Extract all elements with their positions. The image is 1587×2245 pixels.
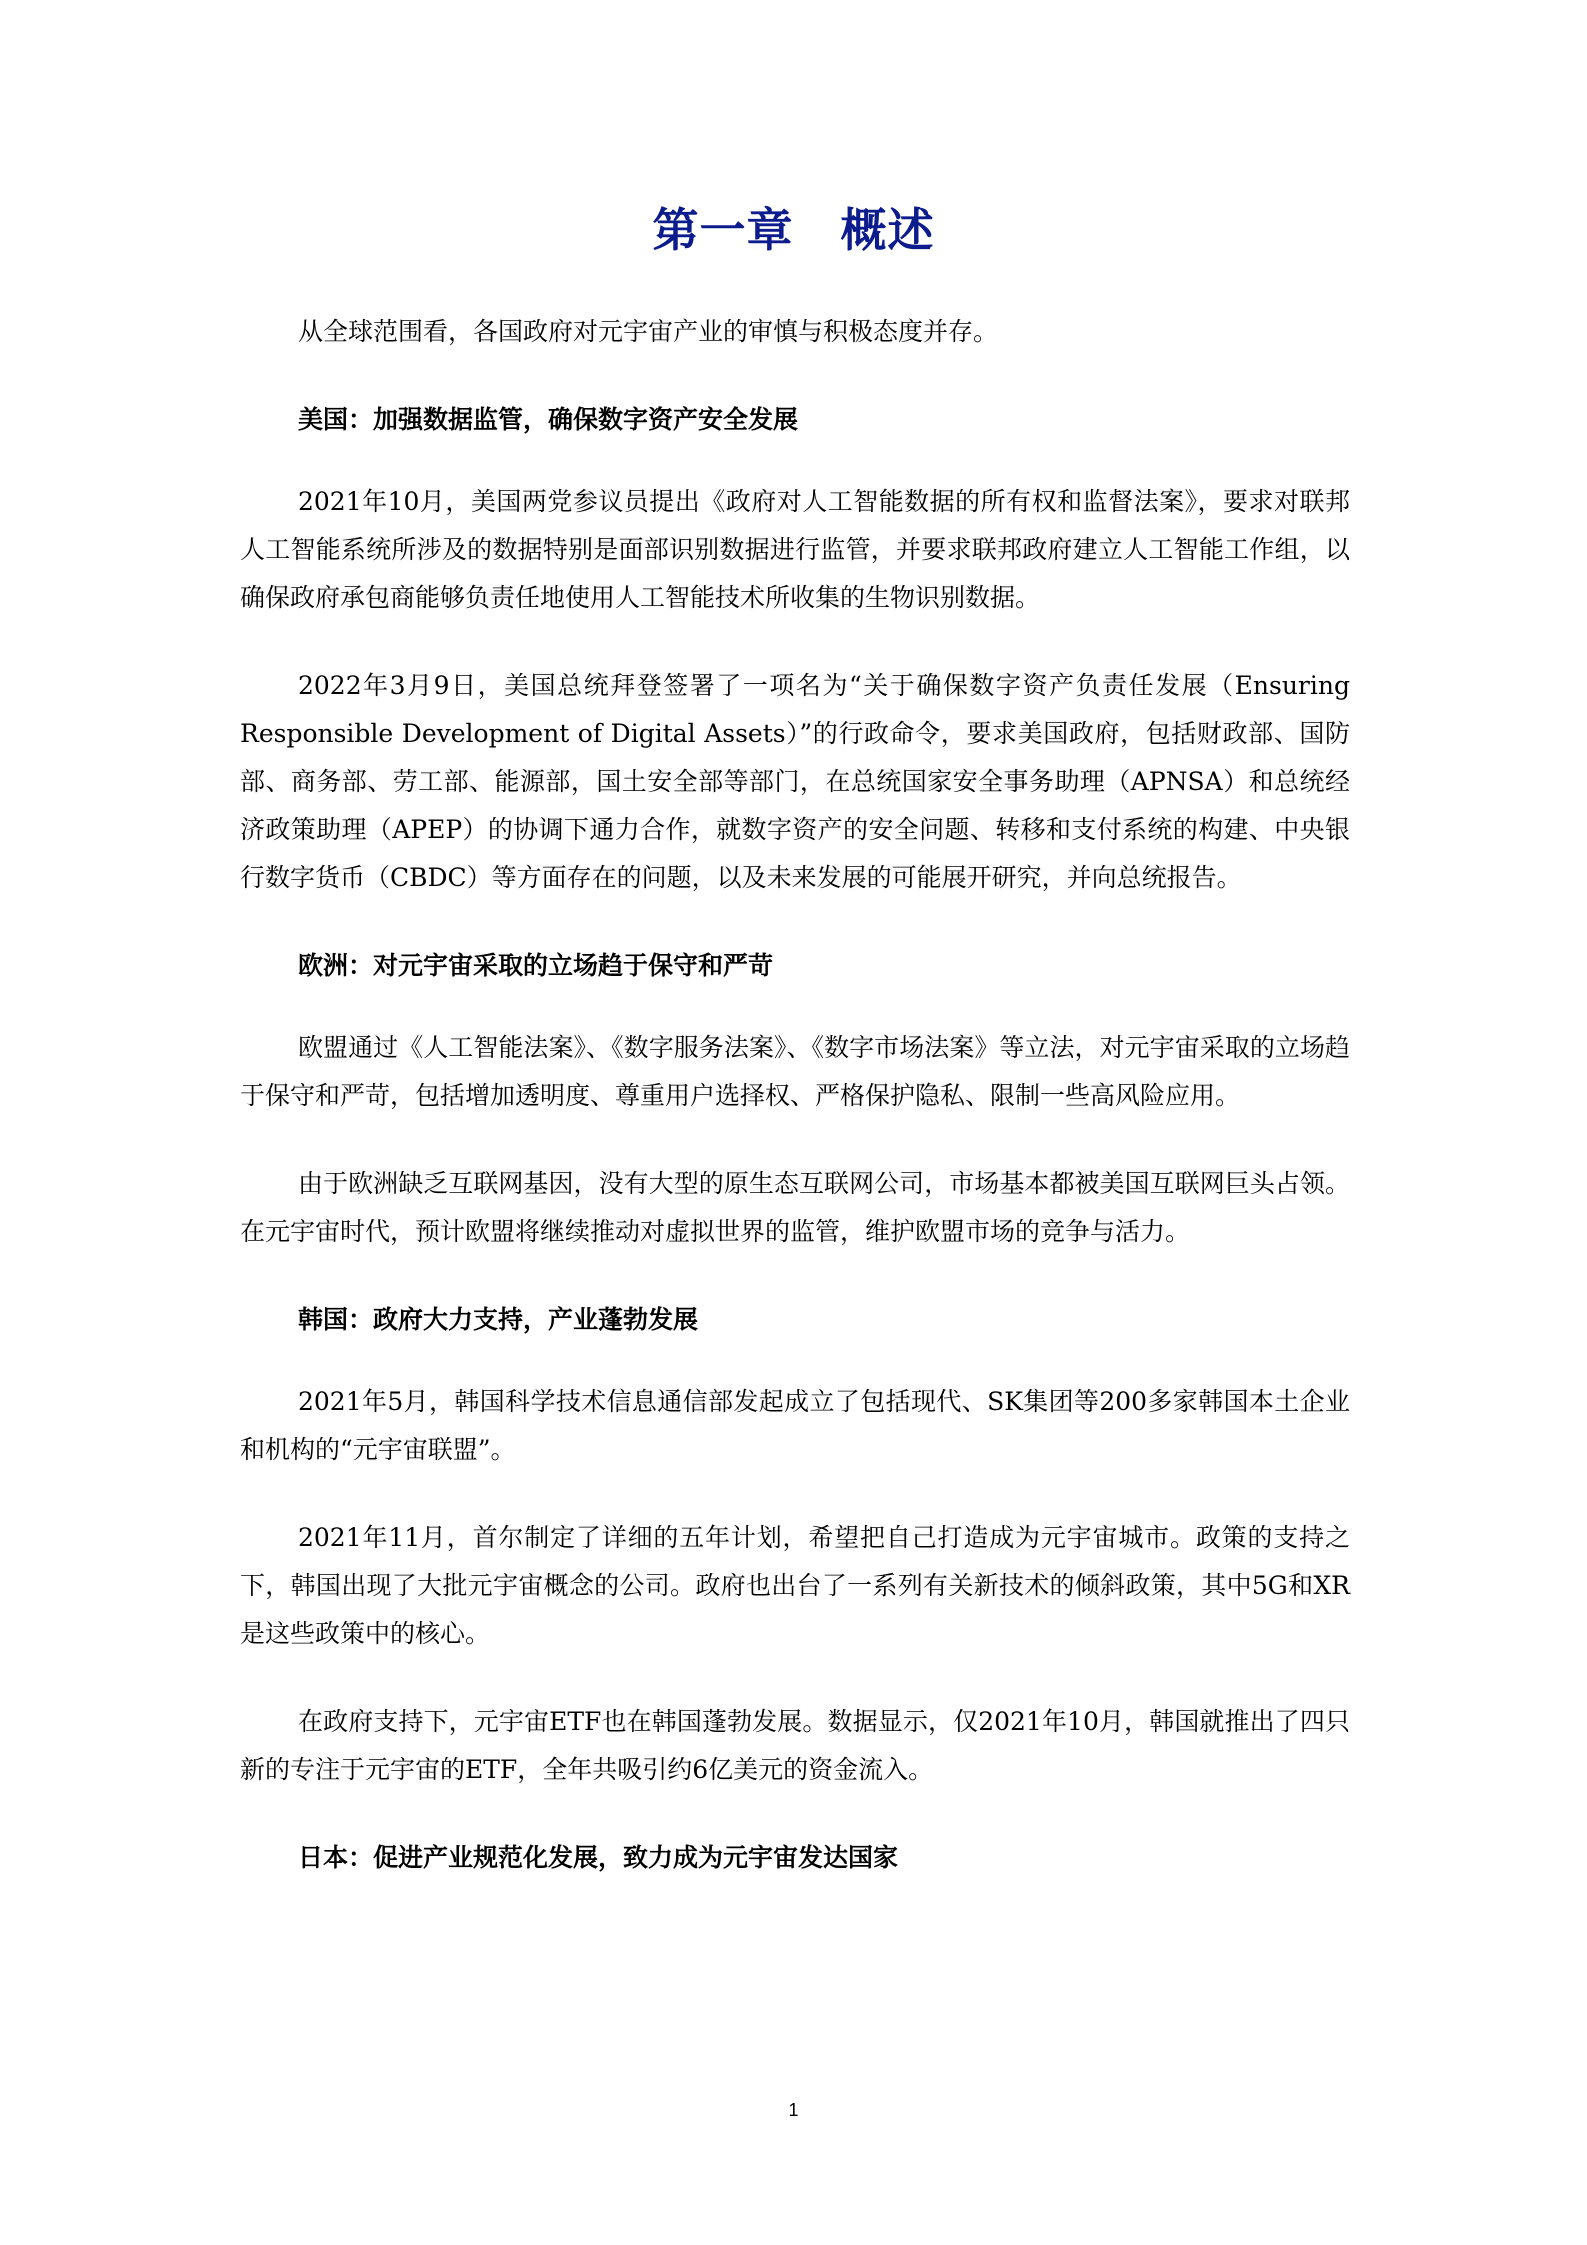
europe-paragraph-2: 由于欧洲缺乏互联网基因，没有大型的原生态互联网公司，市场基本都被美国互联网巨头占领。在元宇宙时代，预计欧盟将继续推动对虚拟世界的监管，维护欧盟市场的竞争与活力。 <box>240 1169 1350 1246</box>
section-heading-europe: 欧洲：对元宇宙采取的立场趋于保守和严苛 <box>298 951 774 980</box>
korea-paragraph-3: 在政府支持下，元宇宙ETF也在韩国蓬勃发展。数据显示，仅2021年10月，韩国就推出了四只新的专注于元宇宙的ETF，全年共吸引约6亿美元的资金流入。 <box>240 1707 1350 1784</box>
section-heading-korea: 韩国：政府大力支持，产业蓬勃发展 <box>298 1305 699 1334</box>
chapter-title: 第一章 概述 <box>652 203 935 257</box>
intro-paragraph: 从全球范围看，各国政府对元宇宙产业的审慎与积极态度并存。 <box>298 317 999 346</box>
section-heading-japan: 日本：促进产业规范化发展，致力成为元宇宙发达国家 <box>298 1843 899 1872</box>
usa-paragraph-2: 2022年3月9日，美国总统拜登签署了一项名为“关于确保数字资产负责任发展（Ensuring Responsible Development of Digital Assets）”的行政命令，要求美国政府，包括财政部、国防部、商务部、劳工部、能源部，国土安全部等部门，在总统国家安全事务助理（APNSA）和总统经济政策助理（APEP）的协调下通力合作，就数字资产的安全问题、转移和支付系统的构建、中央银行数字货币（CBDC）等方面存在的问题，以及未来发展的可能展开研究，并向总统报告。 <box>240 671 1350 892</box>
korea-paragraph-1: 2021年5月，韩国科学技术信息通信部发起成立了包括现代、SK集团等200多家韩国本土企业和机构的“元宇宙联盟”。 <box>240 1387 1350 1464</box>
europe-paragraph-1: 欧盟通过《人工智能法案》、《数字服务法案》、《数字市场法案》等立法，对元宇宙采取的立场趋于保守和严苛，包括增加透明度、尊重用户选择权、严格保护隐私、限制一些高风险应用。 <box>240 1033 1350 1110</box>
usa-paragraph-1: 2021年10月，美国两党参议员提出《政府对人工智能数据的所有权和监督法案》，要求对联邦人工智能系统所涉及的数据特别是面部识别数据进行监管，并要求联邦政府建立人工智能工作组，以确保政府承包商能够负责任地使用人工智能技术所收集的生物识别数据。 <box>240 487 1350 612</box>
document-body <box>240 308 1350 1916</box>
page-number: 1 <box>788 2100 799 2120</box>
korea-paragraph-2: 2021年11月，首尔制定了详细的五年计划，希望把自己打造成为元宇宙城市。政策的支持之下，韩国出现了大批元宇宙概念的公司。政府也出台了一系列有关新技术的倾斜政策，其中5G和XR是这些政策中的核心。 <box>240 1523 1350 1648</box>
section-heading-usa: 美国：加强数据监管，确保数字资产安全发展 <box>298 405 799 434</box>
